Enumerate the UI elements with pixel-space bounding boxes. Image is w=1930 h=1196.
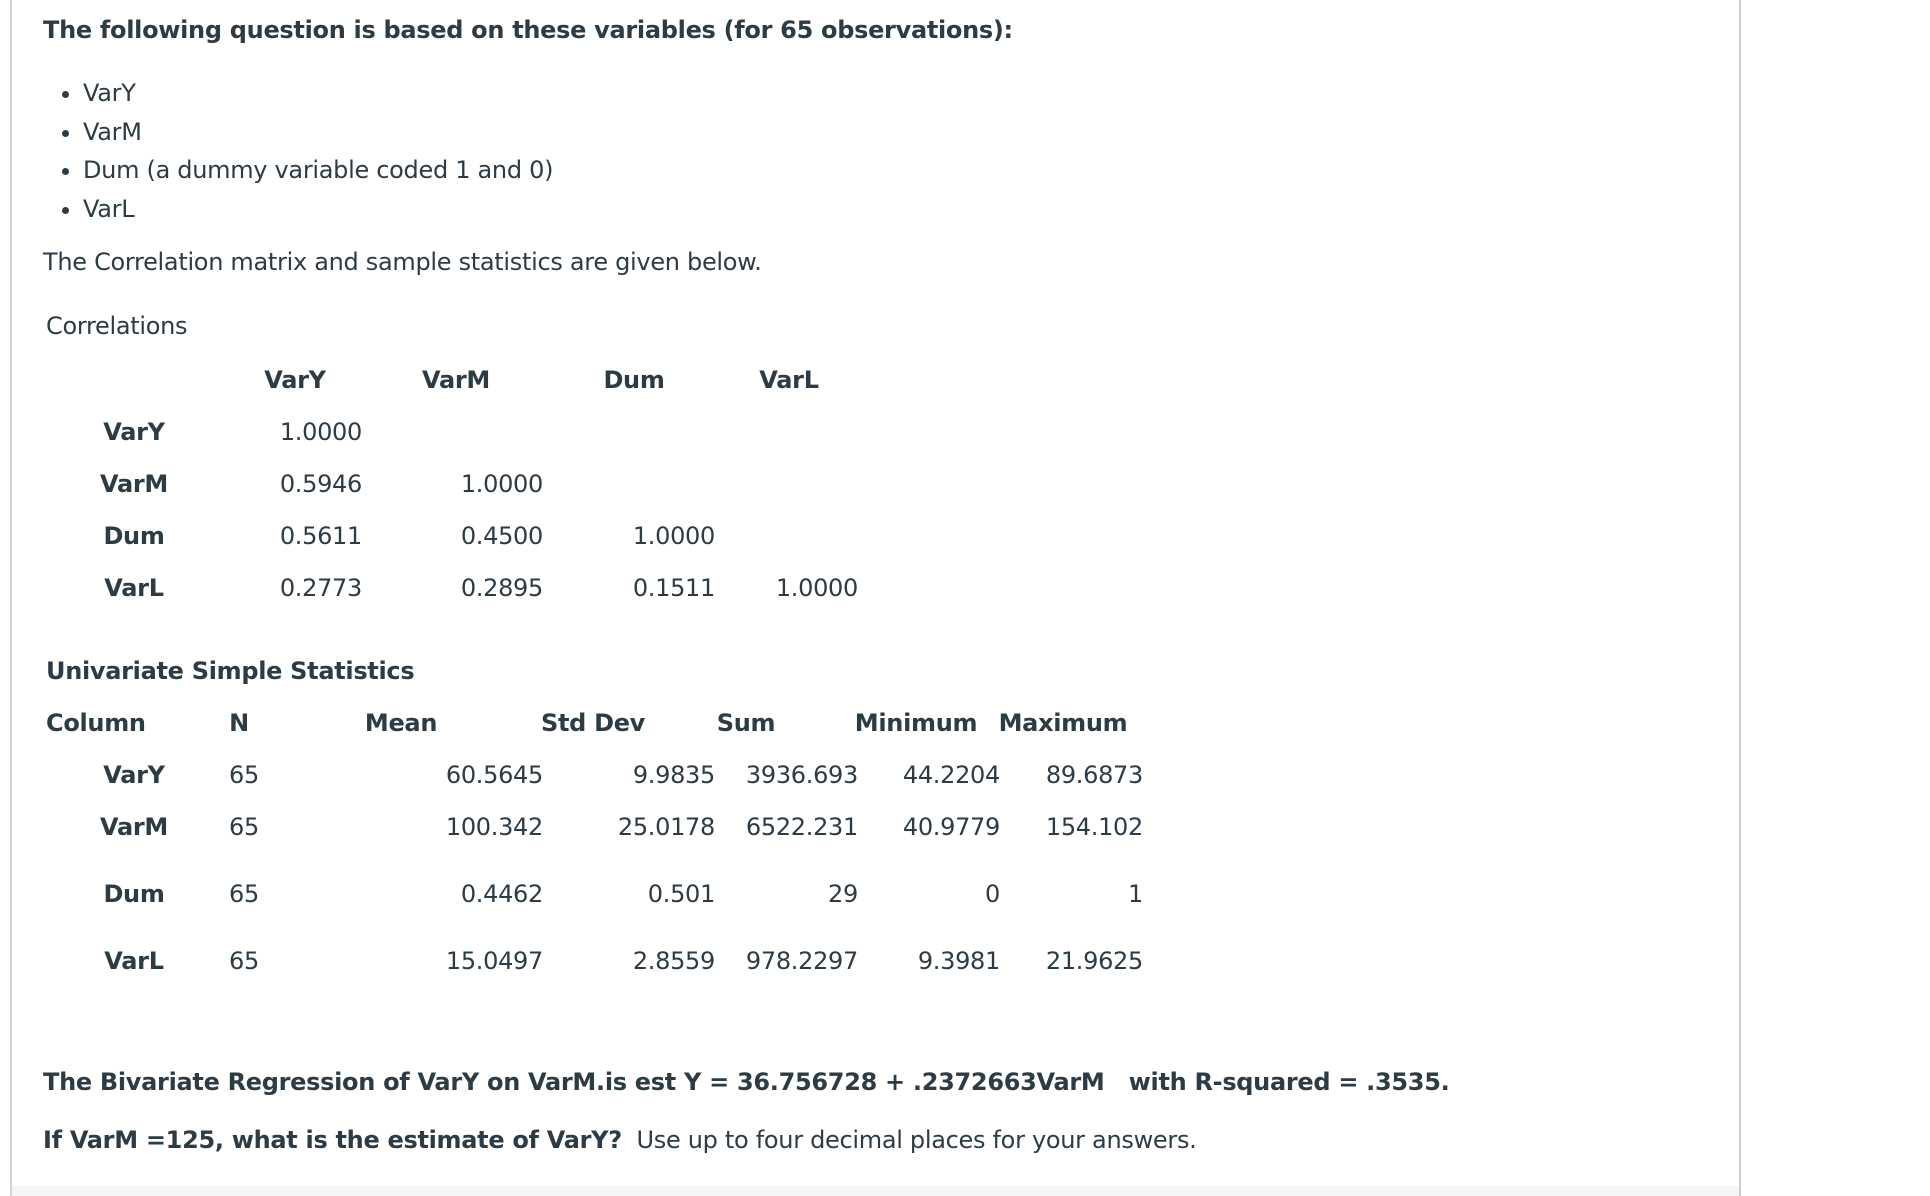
stats-row-header: Dum — [103, 880, 165, 908]
corr-cell: 0.2773 — [279, 574, 362, 602]
corr-row-header: Dum — [103, 522, 165, 550]
stats-cell-mean: 60.5645 — [445, 761, 543, 789]
corr-row-header: VarM — [100, 470, 168, 498]
stats-cell-sum: 978.2297 — [745, 947, 858, 975]
stats-row-header: VarY — [103, 761, 165, 789]
stats-cell-sd: 2.8559 — [632, 947, 715, 975]
corr-col-header: Dum — [603, 366, 665, 394]
question-prompt — [43, 1126, 1196, 1154]
page-right-border — [1739, 0, 1741, 1196]
stats-cell-sum: 6522.231 — [745, 813, 858, 841]
stats-cell-n: 65 — [229, 813, 259, 841]
corr-col-header: VarY — [264, 366, 326, 394]
stats-cell-min: 40.9779 — [902, 813, 1000, 841]
variable-item: • VarM — [83, 113, 553, 152]
stats-cell-sd: 25.0178 — [617, 813, 715, 841]
corr-row-header: VarY — [103, 418, 165, 446]
corr-cell: 0.1511 — [632, 574, 715, 602]
stats-cell-sd: 0.501 — [647, 880, 715, 908]
stats-cell-n: 65 — [229, 761, 259, 789]
stats-cell-n: 65 — [229, 947, 259, 975]
stats-cell-sum: 29 — [828, 880, 858, 908]
stats-cell-max: 1 — [1128, 880, 1143, 908]
variable-item: • VarL — [83, 190, 553, 229]
corr-cell: 1.0000 — [775, 574, 858, 602]
stats-row-header: VarL — [104, 947, 164, 975]
stats-col-header: Std Dev — [540, 709, 646, 737]
correlations-title: Correlations — [46, 312, 188, 340]
stats-col-header: Maximum — [998, 709, 1128, 737]
page-bottom-band — [12, 1186, 1739, 1196]
stats-cell-mean: 15.0497 — [445, 947, 543, 975]
stats-cell-min: 0 — [985, 880, 1000, 908]
stats-col-header: Sum — [716, 709, 776, 737]
question-bold-text: If VarM =125, what is the estimate of VarY? — [43, 1126, 622, 1154]
corr-col-header: VarM — [422, 366, 490, 394]
corr-cell: 0.2895 — [460, 574, 543, 602]
stats-cell-max: 21.9625 — [1045, 947, 1143, 975]
question-intro: The following question is based on these variables (for 65 observations): — [43, 16, 1013, 44]
stats-cell-mean: 100.342 — [445, 813, 543, 841]
corr-cell: 1.0000 — [632, 522, 715, 550]
question-instruction-text: Use up to four decimal places for your answers. — [621, 1126, 1197, 1154]
stats-cell-mean: 0.4462 — [460, 880, 543, 908]
stats-col-header: N — [229, 709, 249, 737]
matrix-intro: The Correlation matrix and sample statistics are given below. — [43, 248, 762, 276]
stats-title: Univariate Simple Statistics — [46, 657, 415, 685]
corr-cell: 0.5611 — [279, 522, 362, 550]
stats-row-header: VarM — [100, 813, 168, 841]
stats-col-header: Minimum — [854, 709, 978, 737]
corr-cell: 1.0000 — [460, 470, 543, 498]
corr-col-header: VarL — [759, 366, 819, 394]
variable-item: • Dum (a dummy variable coded 1 and 0) — [83, 151, 553, 190]
variable-item: • VarY — [83, 74, 553, 113]
corr-row-header: VarL — [104, 574, 164, 602]
stats-cell-max: 89.6873 — [1045, 761, 1143, 789]
corr-cell: 0.4500 — [460, 522, 543, 550]
corr-cell: 1.0000 — [279, 418, 362, 446]
regression-statement: The Bivariate Regression of VarY on VarM.is est Y = 36.756728 + .2372663VarM with R-squared = .3535. — [43, 1068, 1450, 1096]
page-left-border — [10, 0, 12, 1196]
stats-cell-min: 44.2204 — [902, 761, 1000, 789]
stats-cell-max: 154.102 — [1045, 813, 1143, 841]
stats-cell-sd: 9.9835 — [632, 761, 715, 789]
stats-cell-min: 9.3981 — [917, 947, 1000, 975]
stats-cell-n: 65 — [229, 880, 259, 908]
stats-col-header: Mean — [364, 709, 438, 737]
stats-cell-sum: 3936.693 — [745, 761, 858, 789]
stats-col-header: Column — [46, 709, 146, 737]
variable-list — [43, 74, 553, 228]
corr-cell: 0.5946 — [279, 470, 362, 498]
